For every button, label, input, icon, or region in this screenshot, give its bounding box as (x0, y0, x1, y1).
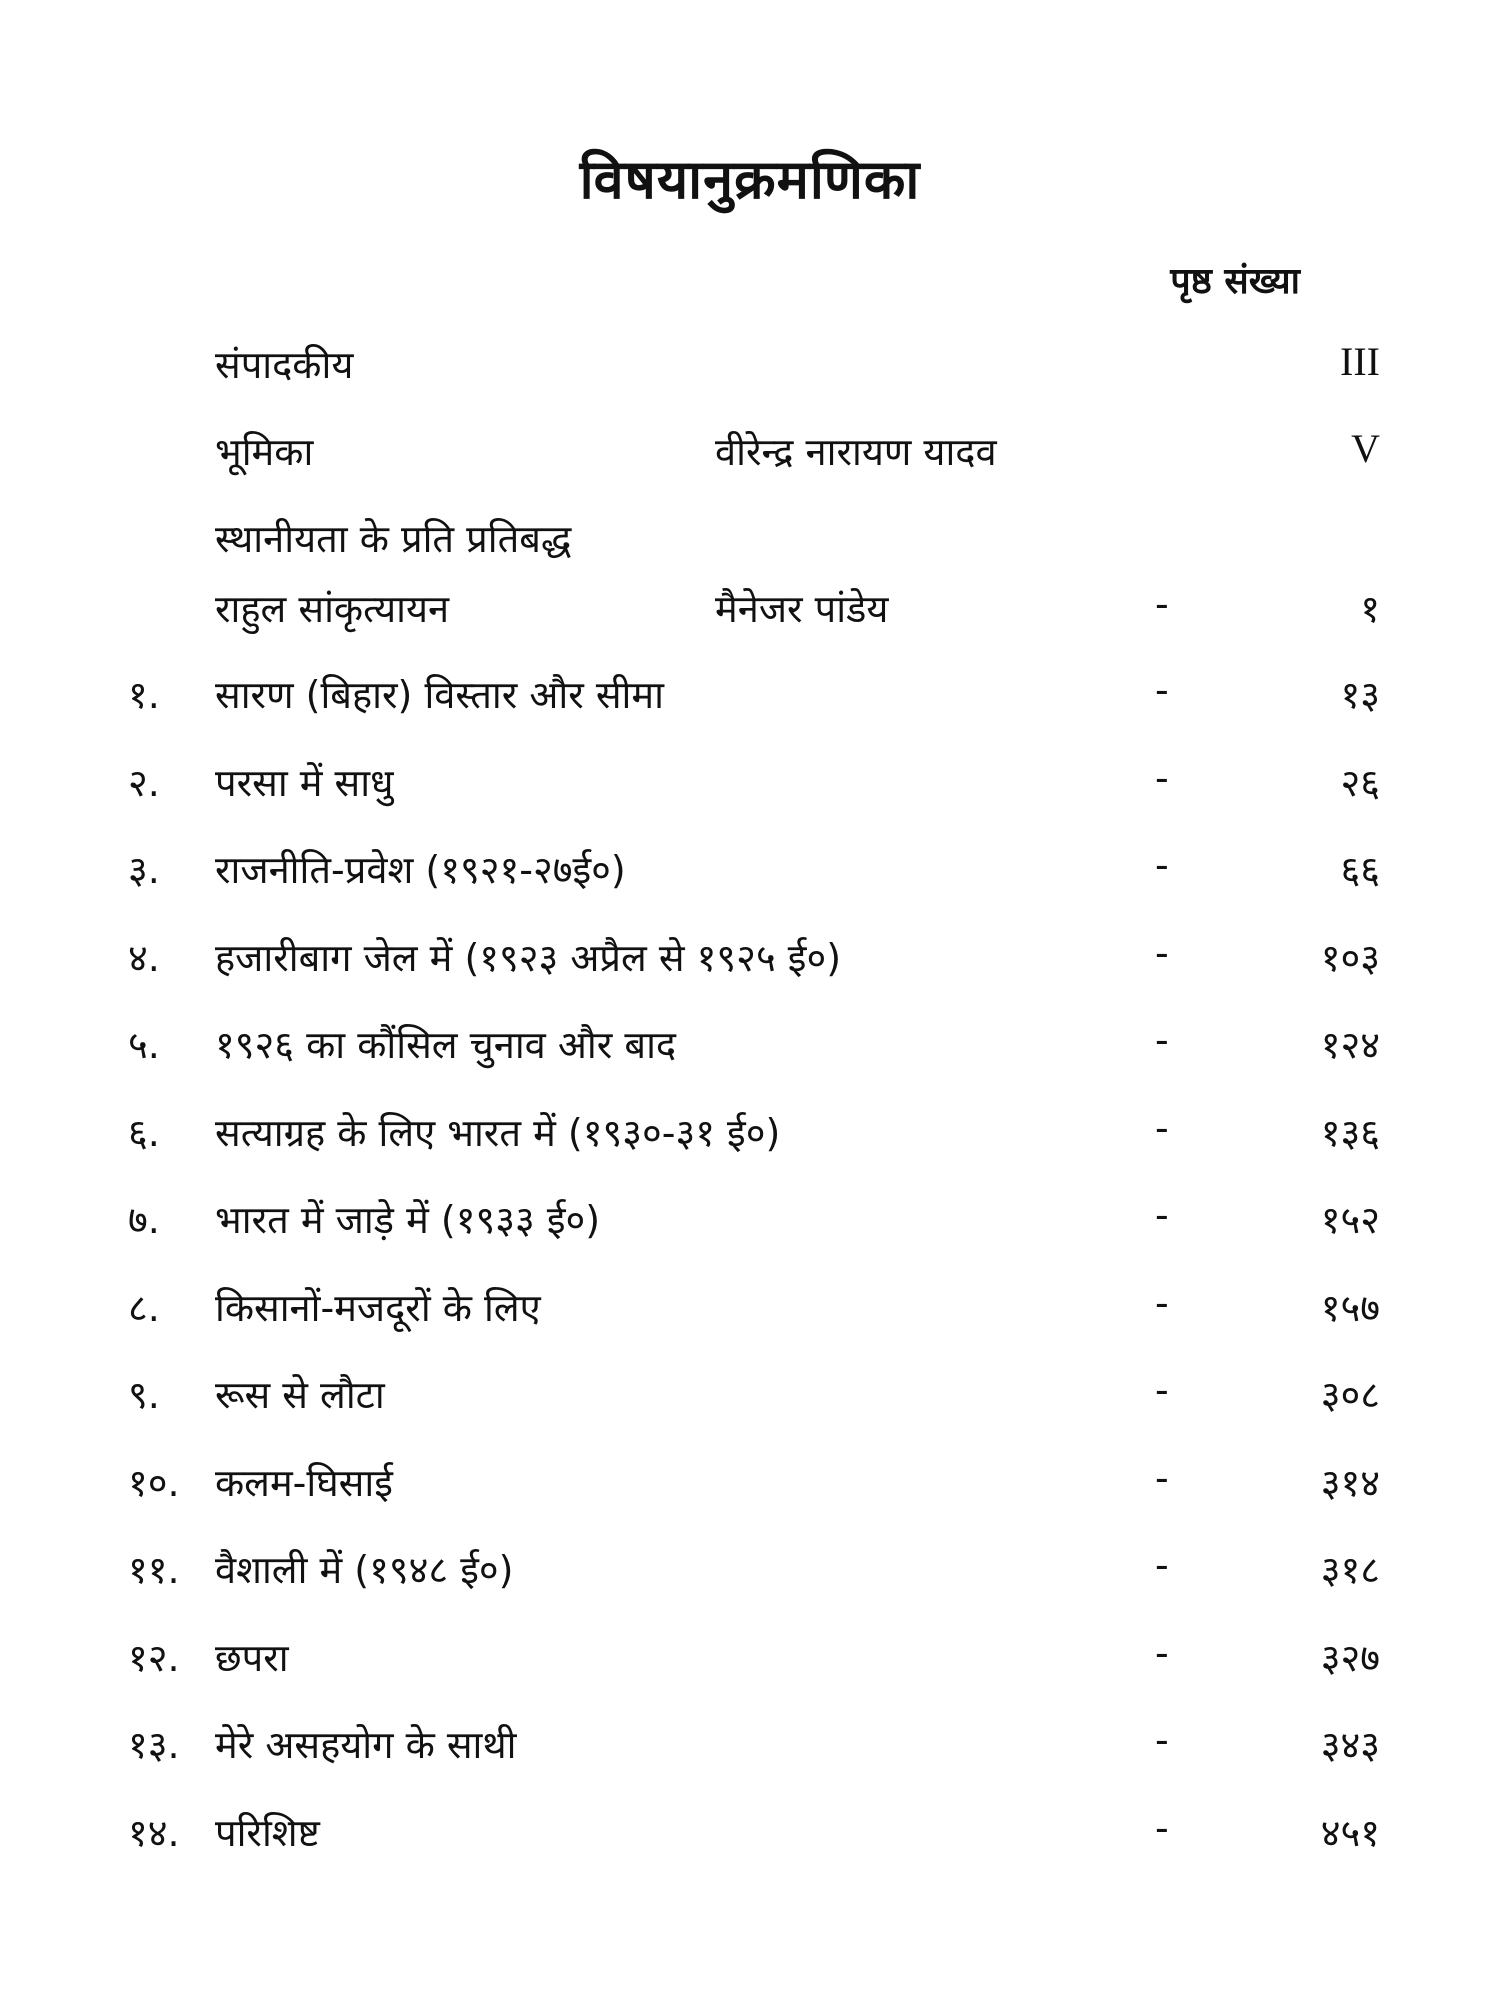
entry-title-continued: राहुल सांकृत्यायन (215, 587, 450, 631)
toc-row-foreword (0, 425, 1500, 485)
chapter-number: १. (128, 673, 160, 717)
entry-page: ४५१ (1320, 1810, 1380, 1855)
toc-row-chapter (0, 843, 1500, 903)
toc-row-chapter (0, 1543, 1500, 1603)
toc-row-chapter (0, 1718, 1500, 1778)
toc-row-intro-line2 (0, 582, 1500, 642)
entry-page: १५२ (1320, 1198, 1380, 1242)
entry-page: ३२७ (1320, 1635, 1380, 1680)
entry-page: ३०८ (1320, 1373, 1380, 1417)
toc-row-chapter (0, 668, 1500, 728)
page-number-header: पृष्ठ संख्या (1170, 261, 1300, 302)
entry-page: ३४३ (1320, 1723, 1380, 1767)
entry-dash: - (1155, 1718, 1169, 1762)
entry-page: १०३ (1320, 935, 1380, 980)
chapter-title: छपरा (215, 1635, 289, 1680)
toc-row-chapter (0, 1106, 1500, 1166)
chapter-number: ५. (128, 1023, 160, 1067)
entry-dash: - (1155, 1805, 1169, 1850)
chapter-number: ८. (128, 1285, 160, 1330)
chapter-number: १२. (128, 1635, 180, 1680)
entry-page: ३१८ (1320, 1548, 1380, 1592)
chapter-title: कलम-घिसाई (215, 1460, 393, 1505)
toc-row-chapter (0, 1631, 1500, 1691)
chapter-number: ७. (128, 1198, 160, 1242)
entry-page: १३६ (1320, 1110, 1380, 1155)
chapter-title: सारण (बिहार) विस्तार और सीमा (215, 673, 664, 717)
entry-dash: - (1155, 1193, 1169, 1237)
chapter-title: राजनीति-प्रवेश (१९२१-२७ई०) (215, 848, 626, 892)
entry-page: III (1340, 339, 1380, 384)
toc-row-intro-line1 (0, 512, 1500, 572)
entry-page: २६ (1340, 760, 1380, 805)
entry-dash: - (1155, 930, 1169, 975)
chapter-number: ३. (128, 848, 160, 892)
entry-page: ६६ (1340, 848, 1380, 892)
chapter-title: भारत में जाड़े में (१९३३ ई०) (215, 1198, 601, 1242)
chapter-number: ९. (128, 1373, 160, 1417)
entry-dash: - (1155, 1455, 1169, 1500)
entry-dash: - (1155, 1368, 1169, 1412)
toc-row-chapter (0, 1806, 1500, 1866)
chapter-title: मेरे असहयोग के साथी (215, 1723, 517, 1767)
chapter-number: १४. (128, 1810, 180, 1855)
entry-author: मैनेजर पांडेय (715, 587, 889, 631)
entry-dash: - (1155, 582, 1169, 626)
entry-page: V (1351, 426, 1380, 471)
chapter-title: परिशिष्ट (215, 1810, 320, 1855)
entry-dash: - (1155, 1018, 1169, 1062)
entry-dash: - (1155, 1280, 1169, 1325)
toc-row-chapter (0, 756, 1500, 816)
chapter-number: १३. (128, 1723, 180, 1767)
entry-title: स्थानीयता के प्रति प्रतिबद्ध (215, 517, 572, 561)
page-title: विषयानुक्रमणिका (579, 148, 921, 211)
entry-dash: - (1155, 755, 1169, 800)
chapter-title: किसानों-मजदूरों के लिए (215, 1285, 541, 1330)
chapter-title: सत्याग्रह के लिए भारत में (१९३०-३१ ई०) (215, 1110, 781, 1155)
toc-row-chapter (0, 931, 1500, 991)
chapter-number: ६. (128, 1110, 160, 1155)
entry-author: वीरेन्द्र नारायण यादव (715, 430, 997, 474)
entry-dash: - (1155, 1105, 1169, 1150)
chapter-number: १०. (128, 1460, 180, 1505)
entry-page: १ (1360, 587, 1380, 631)
entry-page: ३१४ (1320, 1460, 1380, 1505)
chapter-number: २. (128, 760, 160, 805)
chapter-title: हजारीबाग जेल में (१९२३ अप्रैल से १९२५ ई०) (215, 935, 842, 980)
chapter-title: परसा में साधु (215, 760, 394, 805)
entry-dash: - (1155, 668, 1169, 712)
chapter-title: वैशाली में (१९४८ ई०) (215, 1548, 514, 1592)
entry-page: १५७ (1320, 1285, 1380, 1330)
entry-page: १२४ (1320, 1023, 1380, 1067)
toc-row-editorial (0, 338, 1500, 398)
chapter-title: रूस से लौटा (215, 1373, 385, 1417)
toc-row-chapter (0, 1456, 1500, 1516)
toc-row-chapter (0, 1368, 1500, 1428)
toc-row-chapter (0, 1193, 1500, 1253)
toc-row-chapter (0, 1018, 1500, 1078)
chapter-title: १९२६ का कौंसिल चुनाव और बाद (215, 1023, 677, 1067)
toc-row-chapter (0, 1281, 1500, 1341)
chapter-number: ११. (128, 1548, 180, 1592)
entry-dash: - (1155, 1543, 1169, 1587)
entry-page: १३ (1340, 673, 1380, 717)
entry-title: भूमिका (215, 430, 314, 474)
entry-dash: - (1155, 1630, 1169, 1675)
entry-title: संपादकीय (215, 343, 354, 387)
entry-dash: - (1155, 843, 1169, 887)
chapter-number: ४. (128, 935, 160, 980)
